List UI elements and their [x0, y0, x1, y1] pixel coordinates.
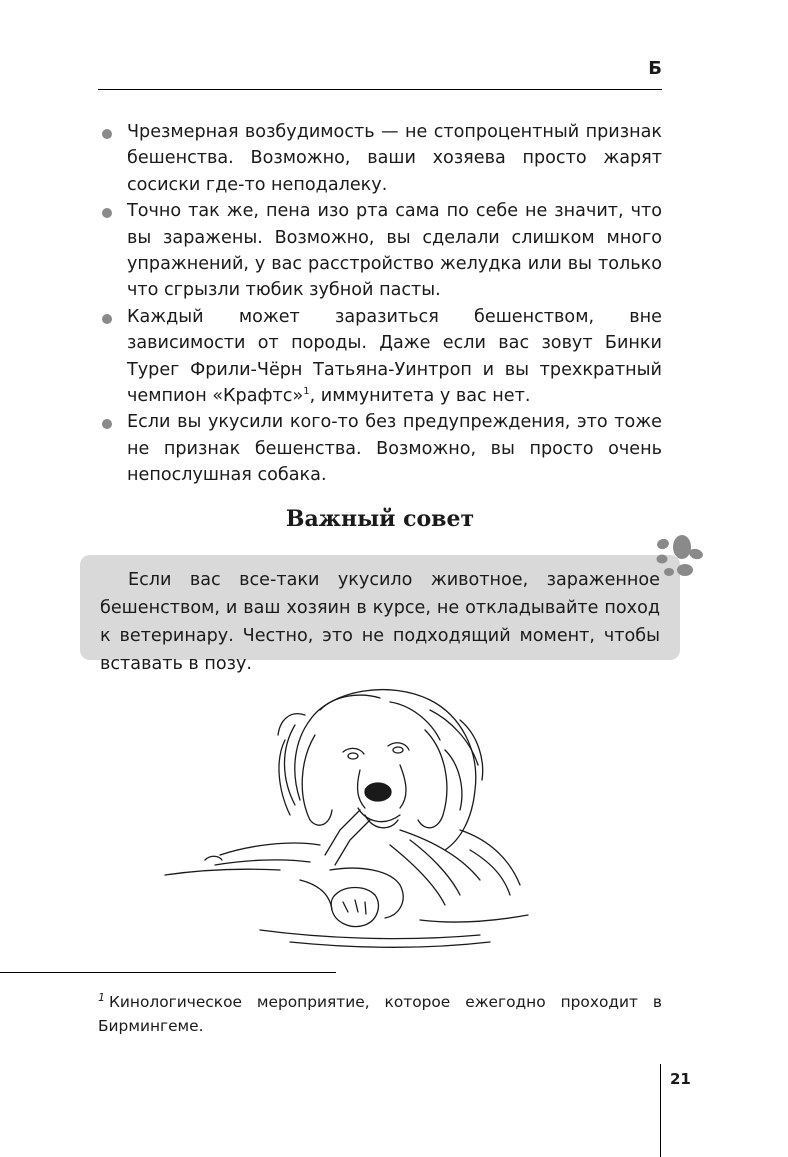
- list-item: [96, 409, 662, 488]
- bullet-dot-icon: [102, 419, 112, 429]
- footnote-text: Кинологическое мероприятие, которое ежегодно проходит в Бирмингеме.: [98, 993, 662, 1035]
- tip-text: Если вас все-таки укусило животное, зараженное бешенством, и ваш хозяин в курсе, не откладывайте поход к ветеринару. Честно, это не подходящий момент, чтобы вставать в позу.: [100, 570, 660, 674]
- section-heading: Важный совет: [285, 506, 475, 532]
- bullet-text: Каждый может заразиться бешенством, вне зависимости от породы. Даже если вас зовут Бинки Турег Фрили-Чёрн Татьяна-Уинтроп и вы трехкратный чемпион «Крафтс»: [127, 306, 662, 407]
- paw-print-icon: [652, 532, 704, 580]
- page-number-rule: [660, 1064, 661, 1157]
- header-rule: [98, 89, 662, 90]
- list-item: [96, 119, 662, 198]
- bullet-text: Если вы укусили кого-то без предупреждения, это тоже не признак бешенства. Возможно, вы просто очень непослушная собака.: [127, 412, 662, 486]
- list-item: [96, 198, 662, 304]
- list-item: [96, 304, 662, 410]
- bullet-dot-icon: [102, 129, 112, 139]
- bullet-dot-icon: [102, 314, 112, 324]
- bullet-dot-icon: [102, 208, 112, 218]
- bullet-text-continued: , иммунитета у вас нет.: [309, 386, 531, 407]
- running-header-letter: Б: [648, 58, 662, 79]
- dog-sketch-illustration: [160, 680, 530, 960]
- bullet-list: [96, 119, 662, 489]
- footnote-marker: 1: [98, 990, 105, 1004]
- footnote-rule: [0, 972, 336, 973]
- footnote: [98, 990, 662, 1038]
- page-number: 21: [670, 1070, 691, 1088]
- bullet-text: Точно так же, пена изо рта сама по себе не значит, что вы заражены. Возможно, вы сделали слишком много упражнений, у вас расстройство желудка или вы только что сгрызли тюбик зубной пасты.: [127, 201, 662, 301]
- footnote-reference: 1: [303, 386, 310, 398]
- bullet-text: Чрезмерная возбудимость — не стопроцентный признак бешенства. Возможно, ваши хозяева просто жарят сосиски где-то неподалеку.: [127, 122, 662, 195]
